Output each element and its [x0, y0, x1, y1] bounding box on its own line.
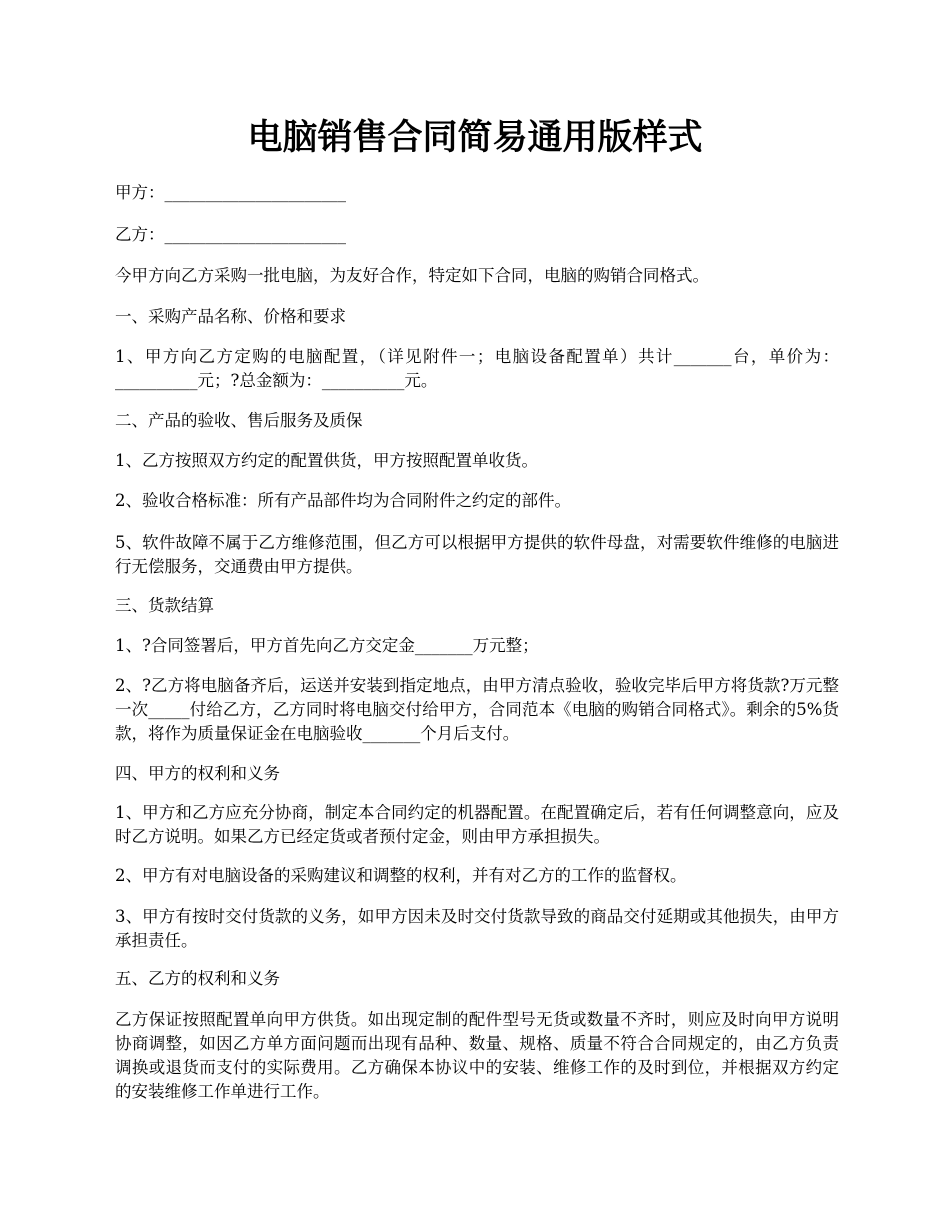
section2-item2: 2、验收合格标准：所有产品部件均为合同附件之约定的部件。	[115, 491, 571, 510]
section4-item3: 3、甲方有按时交付货款的义务，如甲方因未及时交付货款导致的商品交付延期或其他损失，由甲方承担责任。	[115, 907, 839, 950]
section4-item1: 1、甲方和乙方应充分协商，制定本合同约定的机器配置。在配置确定后，若有任何调整意向，应及时乙方说明。如果乙方已经定货或者预付定金，则由甲方承担损失。	[115, 803, 839, 846]
section5-body: 乙方保证按照配置单向甲方供货。如出现定制的配件型号无货或数量不齐时，则应及时向甲方说明协商调整，如因乙方单方面问题而出现有品种、数量、规格、质量不符合合同规定的，由乙方负责调换或退货而支付的实际费用。乙方确保本协议中的安装、维修工作的及时到位，并根据双方约定的安装维修工作单进行工作。	[115, 1010, 839, 1101]
section1-heading: 一、采购产品名称、价格和要求	[115, 307, 346, 326]
section3-heading: 三、货款结算	[115, 596, 214, 615]
section2-heading: 二、产品的验收、售后服务及质保	[115, 411, 363, 430]
section2-item5: 5、软件故障不属于乙方维修范围，但乙方可以根据甲方提供的软件母盘，对需要软件维修的电脑进行无偿服务，交通费由甲方提供。	[115, 533, 839, 576]
section1-item1: 1、甲方向乙方定购的电脑配置，（详见附件一；电脑设备配置单）共计_______台，单价为：__________元；?总金额为：__________元。	[115, 347, 839, 390]
section4-item2: 2、甲方有对电脑设备的采购建议和调整的权利，并有对乙方的工作的监督权。	[115, 866, 687, 885]
section3-item2: 2、?乙方将电脑备齐后，运送并安装到指定地点，由甲方清点验收，验收完毕后甲方将货款?万元整一次_____付给乙方，乙方同时将电脑交付给甲方，合同范本《电脑的购销合同格式》。剩余的5%货款，将作为质量保证金在电脑验收_______个月后支付。	[115, 676, 839, 743]
section4-heading: 四、甲方的权利和义务	[115, 764, 280, 783]
intro-paragraph: 今甲方向乙方采购一批电脑，为友好合作，特定如下合同，电脑的购销合同格式。	[115, 266, 709, 285]
party-b-line: 乙方：______________________	[115, 225, 346, 244]
document-title: 电脑销售合同简易通用版样式	[247, 117, 703, 158]
section5-heading: 五、乙方的权利和义务	[115, 969, 280, 988]
party-a-line: 甲方：______________________	[115, 183, 346, 202]
section2-item1: 1、乙方按照双方约定的配置供货，甲方按照配置单收货。	[115, 451, 538, 470]
section3-item1: 1、?合同签署后，甲方首先向乙方交定金_______万元整；	[115, 636, 539, 655]
